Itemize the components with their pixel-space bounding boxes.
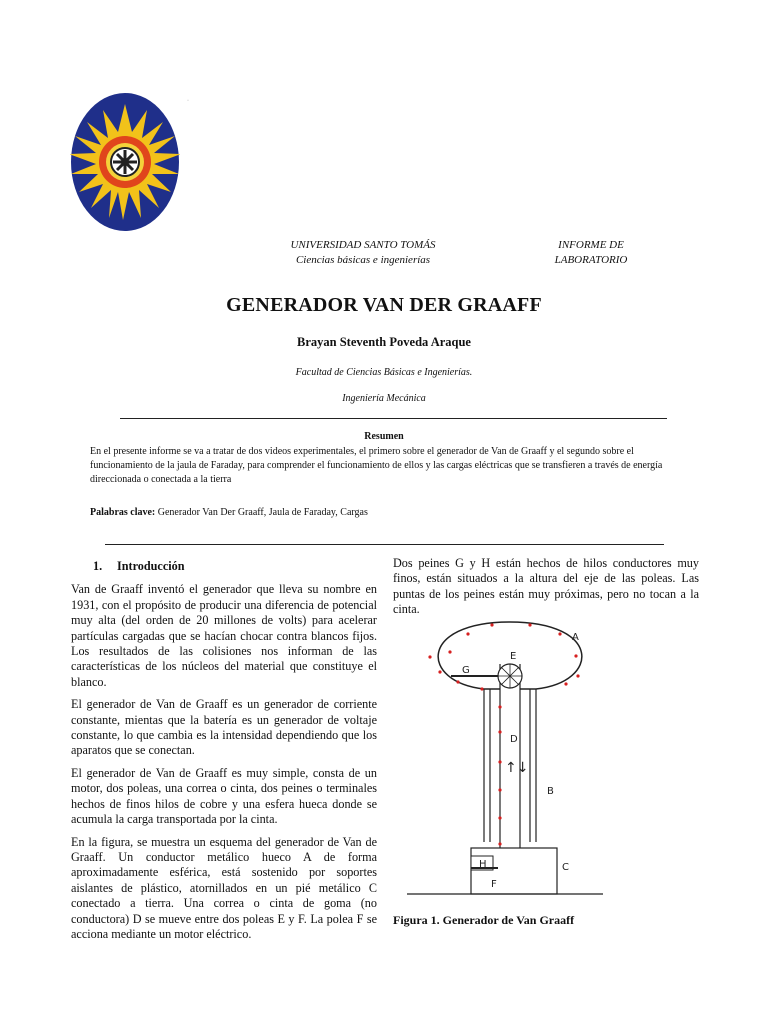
label-A: A [572,632,579,643]
section-heading [93,559,377,574]
report-type-line1: INFORME DE [558,239,624,251]
keywords-label: Palabras clave: [90,507,156,518]
left-column [71,559,377,949]
header-university [268,238,458,268]
stray-mark: · [187,98,189,104]
paper-title: GENERADOR VAN DER GRAAFF [226,294,542,316]
faculty-subtitle: Ciencias básicas e ingenierías [295,254,431,266]
paragraph: El generador de Van de Graaff es un generador de corriente constante, mientas que la batería es un generador de voltaje constante, lo que cambia es la intensidad dependiendo que los aparatos que se conectan. [71,697,377,758]
label-H: H [479,859,487,870]
university-name: UNIVERSIDAD SANTO TOMÁS [290,239,436,251]
program-name: Ingeniería Mecánica [342,393,426,404]
report-type-line2: LABORATORIO [554,254,628,266]
divider-bottom [105,544,664,545]
author-name: Brayan Steventh Poveda Araque [297,335,471,349]
paragraph: Dos peines G y H están hechos de hilos conductores muy finos, están situados a la altura del eje de las poleas. Las puntas de los peines están muy próximas, pero no tocan a la cinta. [393,556,699,617]
label-B: B [547,786,554,797]
university-logo [70,92,180,232]
label-D: D [510,734,518,745]
abstract-text: En el presente informe se va a tratar de dos videos experimentales, el primero sobre el generador de Van de Graaff y el segundo sobre el funcionamiento de la jaula de Faraday, para comprender el funcionamiento de ellos y las cargas eléctricas que se transfieren a través de energía direccionada o conectada a la tierra [90,446,663,485]
figure-caption: Figura 1. Generador de Van Graaff [393,913,575,927]
label-C: C [562,862,569,873]
divider-top [120,418,667,419]
label-E: E [510,651,517,662]
paragraph: En la figura, se muestra un esquema del generador de Van de Graaff. Un conductor metálico hueco A de forma aproximadamente esférica, está sostenido por soportes aislantes de plástico, atornillados en un pié metálico C conectado a tierra. Una correa o cinta de goma (no conductora) D se mueve entre dos poleas E y F. La polea F se acciona mediante un motor eléctrico. [71,834,377,941]
keywords [90,507,678,518]
belt-arrows: ↑↓ [505,760,529,776]
label-G: G [462,665,470,676]
section-title: Introducción [117,559,185,573]
label-F: F [491,879,497,890]
van-de-graaff-diagram [400,612,610,904]
abstract-heading: Resumen [364,431,404,442]
keywords-text: Generador Van Der Graaff, Jaula de Faraday, Cargas [155,507,368,518]
paragraph: El generador de Van de Graaff es muy simple, consta de un motor, dos poleas, una correa o cinta, dos peines o terminales hechos de finos hilos de cobre y una esfera hueca donde se acumula la carga transportada por la cinta. [71,765,377,827]
header-report-type [536,238,646,268]
paragraph: Van de Graaff inventó el generador que lleva su nombre en 1931, con el propósito de producir una diferencia de potencial muy alta (del orden de 20 millones de volts) para acelerar partículas cargadas que se hacían chocar contra blancos fijos. Los resultados de las colisiones nos informan de las características de los núcleos del material que constituye el blanco. [71,582,377,689]
section-number: 1. [93,559,103,573]
base-C [471,848,557,894]
right-column [393,556,699,618]
faculty-affiliation: Facultad de Ciencias Básicas e Ingenierías. [295,367,473,378]
